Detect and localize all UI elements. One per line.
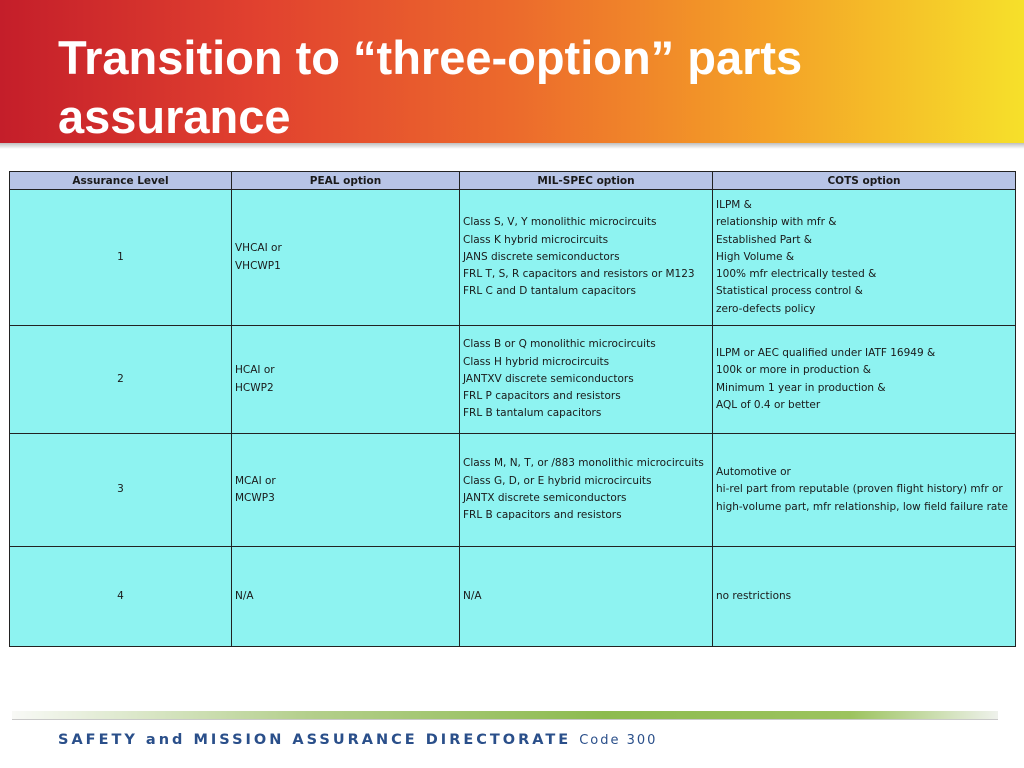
assurance-level-cell: 4: [10, 547, 232, 647]
cell-line: High Volume &: [716, 250, 795, 263]
cell-line: Class G, D, or E hybrid microcircuits: [463, 474, 652, 487]
cots-option-cell: [713, 547, 1016, 647]
cell-line: Class K hybrid microcircuits: [463, 233, 609, 246]
assurance-level-cell: 1: [10, 190, 232, 326]
footer-code: Code 300: [579, 733, 658, 748]
cell-line: FRL B tantalum capacitors: [463, 407, 602, 420]
cell-line: 100k or more in production &: [716, 364, 871, 377]
peal-option-cell: [232, 326, 460, 434]
slide-title: Transition to “three-option” parts assurance: [58, 31, 803, 143]
cell-line: Class H hybrid microcircuits: [463, 355, 610, 368]
cell-line: 100% mfr electrically tested &: [716, 268, 877, 281]
footer: [58, 729, 657, 748]
header-cots-option: COTS option: [713, 172, 1016, 190]
cell-line: FRL P capacitors and resistors: [463, 390, 621, 403]
cell-line: ILPM or AEC qualified under IATF 16949 &: [716, 346, 936, 359]
cell-line: Established Part &: [716, 233, 812, 246]
cell-line: no restrictions: [716, 589, 792, 602]
cots-option-cell: [713, 326, 1016, 434]
cell-line: Automotive or: [716, 466, 791, 479]
assurance-table: [9, 171, 1016, 647]
cell-line: N/A: [235, 589, 254, 602]
cell-line: JANTX discrete semiconductors: [463, 492, 627, 504]
cell-line: JANS discrete semiconductors: [463, 250, 620, 263]
cell-line: Class M, N, T, or /883 monolithic microcircuits: [463, 457, 704, 470]
cell-line: ILPM &: [716, 198, 752, 211]
cell-line: MCWP3: [235, 492, 275, 504]
cell-line: Minimum 1 year in production &: [716, 381, 886, 394]
assurance-level-cell: 2: [10, 326, 232, 434]
header-assurance-level: Assurance Level: [10, 172, 232, 190]
cell-line: HCWP2: [235, 381, 274, 394]
cell-line: AQL of 0.4 or better: [716, 398, 821, 411]
table-header-row: [10, 172, 1016, 190]
cell-line: hi-rel part from reputable (proven flight history) mfr or: [716, 483, 1003, 496]
header-milspec-option: MIL-SPEC option: [460, 172, 713, 190]
cell-line: VHCAI or: [235, 242, 282, 255]
peal-option-cell: [232, 547, 460, 647]
cell-line: JANTXV discrete semiconductors: [463, 372, 634, 385]
cell-line: N/A: [463, 589, 482, 602]
cell-line: VHCWP1: [235, 259, 281, 272]
milspec-option-cell: [460, 547, 713, 647]
cots-option-cell: [713, 190, 1016, 326]
milspec-option-cell: [460, 190, 713, 326]
cell-line: FRL C and D tantalum capacitors: [463, 285, 636, 298]
cell-line: Class B or Q monolithic microcircuits: [463, 338, 656, 351]
cell-line: FRL B capacitors and resistors: [463, 509, 622, 522]
footer-divider: [12, 711, 998, 720]
footer-directorate: SAFETY and MISSION ASSURANCE DIRECTORATE: [58, 732, 572, 748]
cell-line: FRL T, S, R capacitors and resistors or M123: [463, 268, 695, 281]
header-peal-option: PEAL option: [232, 172, 460, 190]
cell-line: HCAI or: [235, 364, 275, 377]
cell-line: Class S, V, Y monolithic microcircuits: [463, 216, 657, 229]
table-row: [10, 190, 1016, 326]
milspec-option-cell: [460, 326, 713, 434]
table-row: [10, 434, 1016, 547]
cell-line: Statistical process control &: [716, 285, 863, 298]
assurance-level-cell: 3: [10, 434, 232, 547]
cell-line: MCAI or: [235, 474, 276, 487]
cell-line: relationship with mfr &: [716, 216, 837, 229]
table-row: [10, 547, 1016, 647]
peal-option-cell: [232, 190, 460, 326]
milspec-option-cell: [460, 434, 713, 547]
table-row: [10, 326, 1016, 434]
cell-line: zero-defects policy: [716, 302, 816, 315]
cell-line: high-volume part, mfr relationship, low field failure rate: [716, 500, 1008, 513]
peal-option-cell: [232, 434, 460, 547]
cots-option-cell: [713, 434, 1016, 547]
